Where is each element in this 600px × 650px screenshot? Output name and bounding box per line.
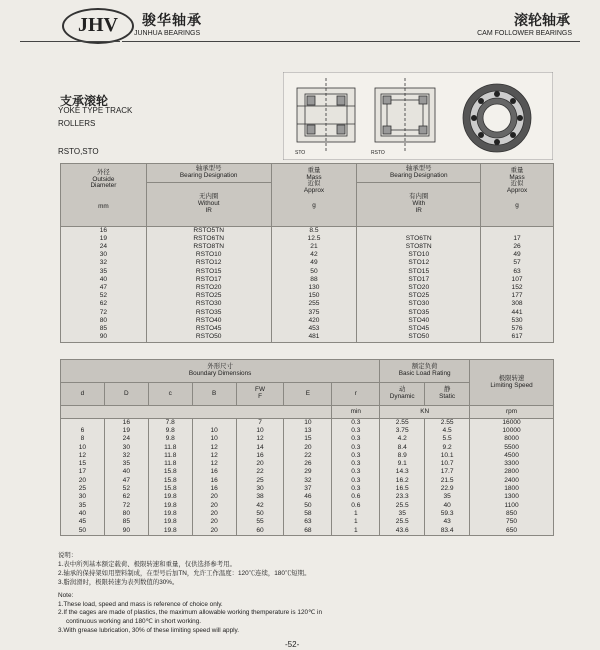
table-cell: 42 — [271, 252, 357, 260]
table-cell: 12 — [236, 436, 284, 444]
table-cell: 0.3 — [332, 485, 380, 493]
table-cell: 49 — [271, 260, 357, 268]
table-cell: 60 — [236, 527, 284, 536]
table-cell: 0.3 — [332, 460, 380, 468]
table-cell: 14 — [236, 444, 284, 452]
table-cell: 58 — [284, 510, 332, 518]
table-cell: 40 — [104, 469, 148, 477]
section-title-en-line2: ROLLERS — [58, 119, 96, 128]
table-cell: 13 — [284, 427, 332, 435]
table-cell: 16 — [192, 477, 236, 485]
table-cell: 4.5 — [425, 427, 470, 435]
col-outside-diameter: 外径 Outside Diameter mm — [61, 164, 147, 227]
table-row — [61, 284, 554, 292]
page-number: -52- — [285, 640, 300, 649]
table-cell: 0.3 — [332, 477, 380, 485]
table-cell: 8000 — [470, 436, 554, 444]
table-cell: 19.8 — [148, 519, 192, 527]
table-cell: 11.8 — [148, 444, 192, 452]
table-cell: 0.6 — [332, 494, 380, 502]
table-cell: 32 — [284, 477, 332, 485]
table-cell: 16 — [236, 452, 284, 460]
table-cell: 19 — [61, 235, 147, 243]
table-row — [61, 252, 554, 260]
table-cell: 45 — [61, 519, 105, 527]
unit-kn: KN — [380, 406, 470, 419]
table-cell: 22 — [236, 469, 284, 477]
col-designation-1: 轴承型号 Bearing Designation — [146, 164, 271, 183]
table-cell: STO15 — [357, 268, 481, 276]
table-cell: 15.8 — [148, 485, 192, 493]
table-cell: 1 — [332, 510, 380, 518]
table-cell: 0.3 — [332, 427, 380, 435]
table-cell: 9.2 — [425, 444, 470, 452]
notes-title-cn: 说明： — [58, 552, 78, 559]
table-cell: 59.3 — [425, 510, 470, 518]
table-row — [61, 309, 554, 317]
table-cell: 15.8 — [148, 469, 192, 477]
table-row — [61, 419, 554, 428]
table-cell: 17 — [61, 469, 105, 477]
table-cell: 85 — [104, 519, 148, 527]
table-cell: 0.3 — [332, 452, 380, 460]
table-cell: 650 — [470, 527, 554, 536]
dimensions-body — [61, 419, 554, 536]
table-cell: 16000 — [470, 419, 554, 428]
table-cell: 50 — [284, 502, 332, 510]
table-cell: 5500 — [470, 444, 554, 452]
table-row — [61, 444, 554, 452]
table-cell: 530 — [481, 317, 554, 325]
table-cell: RSTO12 — [146, 260, 271, 268]
table-cell: 20 — [236, 460, 284, 468]
table-cell: 63 — [481, 268, 554, 276]
table-cell: 0.3 — [332, 436, 380, 444]
bearing-drawing-svg — [283, 72, 553, 160]
table-row — [61, 325, 554, 333]
table-cell: 11.8 — [148, 460, 192, 468]
table-cell: 35 — [61, 268, 147, 276]
table-cell: 3300 — [470, 460, 554, 468]
table-row — [61, 527, 554, 536]
col-mass-2: 重量 Mass 近似 Approx g — [481, 164, 554, 227]
series-types: RSTO,STO — [58, 147, 99, 156]
table-cell: 453 — [271, 325, 357, 333]
table-cell: 72 — [104, 502, 148, 510]
table-cell: 50 — [271, 268, 357, 276]
table-cell: 62 — [61, 301, 147, 309]
note-en-3: 3.With grease lubrication, 30% of these limiting speed will apply. — [58, 627, 240, 635]
table-cell: 50 — [61, 527, 105, 536]
table-cell: 750 — [470, 519, 554, 527]
table-cell: 52 — [61, 293, 147, 301]
table-cell: 55 — [236, 519, 284, 527]
notes-title-en: Note: — [58, 591, 74, 599]
table-cell: STO6TN — [357, 235, 481, 243]
table-row — [61, 436, 554, 444]
table-cell — [481, 227, 554, 236]
note-cn-1: 1.表中所列基本额定载荷、极限转速和重量，仅供选择参考用。 — [58, 560, 236, 568]
table-cell: STO45 — [357, 325, 481, 333]
table-cell: 68 — [284, 527, 332, 536]
drawing-label-rsto: RSTO — [371, 150, 385, 156]
table-cell: 2.55 — [380, 419, 425, 428]
table-cell: STO30 — [357, 301, 481, 309]
table-cell: 8.5 — [271, 227, 357, 236]
note-en-1: 1.These load, speed and mass is reference of choice only. — [58, 600, 223, 608]
table-cell: 0.3 — [332, 469, 380, 477]
table-cell: 40 — [61, 276, 147, 284]
table-cell: STO10 — [357, 252, 481, 260]
table-cell: 12 — [61, 452, 105, 460]
table-cell: 52 — [104, 485, 148, 493]
col-limiting-speed: 极限转速 Limiting Speed — [470, 360, 554, 406]
table-cell: 8.4 — [380, 444, 425, 452]
page-header — [0, 0, 600, 44]
table-cell: 90 — [61, 333, 147, 342]
table-cell: 20 — [192, 494, 236, 502]
table-row — [61, 301, 554, 309]
table-cell: STO35 — [357, 309, 481, 317]
brand-logo: JHV — [62, 8, 134, 44]
table-cell: RSTO30 — [146, 301, 271, 309]
designation-header-row — [61, 164, 554, 183]
table-cell: 24 — [61, 243, 147, 251]
table-cell: 3.75 — [380, 427, 425, 435]
table-cell: 9.8 — [148, 436, 192, 444]
table-cell: STO40 — [357, 317, 481, 325]
col-designation-2: 轴承型号 Bearing Designation — [357, 164, 481, 183]
designation-body — [61, 227, 554, 343]
col-D: D — [104, 383, 148, 406]
col-with-ir: 有内圈 With IR — [357, 183, 481, 227]
table-cell: 10.1 — [425, 452, 470, 460]
table-cell: 50 — [236, 510, 284, 518]
table-cell: 20 — [192, 510, 236, 518]
table-cell: 85 — [61, 325, 147, 333]
table-cell: 2.55 — [425, 419, 470, 428]
table-cell: 20 — [284, 444, 332, 452]
dimensions-table — [60, 359, 554, 536]
bearing-drawing — [283, 72, 553, 160]
table-cell: 12 — [192, 444, 236, 452]
units-blank — [61, 406, 332, 419]
table-row — [61, 469, 554, 477]
table-cell: 25 — [61, 485, 105, 493]
table-cell: RSTO35 — [146, 309, 271, 317]
table-cell: RSTO17 — [146, 276, 271, 284]
table-cell: STO25 — [357, 293, 481, 301]
col-without-ir: 无内圈 Without IR — [146, 183, 271, 227]
table-cell: 10 — [236, 427, 284, 435]
table-cell: 30 — [104, 444, 148, 452]
table-cell: 47 — [104, 477, 148, 485]
table-cell: 24 — [104, 436, 148, 444]
table-cell: 90 — [104, 527, 148, 536]
table-cell: 14.3 — [380, 469, 425, 477]
col-c: c — [148, 383, 192, 406]
table-cell: 57 — [481, 260, 554, 268]
unit-rpm: rpm — [470, 406, 554, 419]
table-cell: 10 — [284, 419, 332, 428]
table-cell: 8 — [61, 436, 105, 444]
table-cell: 19.8 — [148, 494, 192, 502]
table-cell: 11.8 — [148, 452, 192, 460]
table-cell: 15 — [61, 460, 105, 468]
table-cell: 16.5 — [380, 485, 425, 493]
table-cell: 6 — [61, 427, 105, 435]
col-dynamic: 动 Dynamic — [380, 383, 425, 406]
table-row — [61, 276, 554, 284]
table-cell: 80 — [104, 510, 148, 518]
note-cn-3: 3.脂润滑时，极限转速为表列数值的30%。 — [58, 578, 179, 586]
table-row — [61, 243, 554, 251]
table-cell: 20 — [192, 502, 236, 510]
table-cell: 4.2 — [380, 436, 425, 444]
table-row — [61, 227, 554, 236]
table-cell: 12.5 — [271, 235, 357, 243]
table-cell: 5.5 — [425, 436, 470, 444]
table-cell: 9.8 — [148, 427, 192, 435]
col-boundary-dimensions: 外形尺寸 Boundary Dimensions — [61, 360, 380, 383]
table-cell: 12 — [192, 460, 236, 468]
note-en-2b: continuous working and 180℃ in short working. — [66, 618, 202, 626]
table-row — [61, 293, 554, 301]
table-cell: 10 — [192, 427, 236, 435]
table-cell: 2800 — [470, 469, 554, 477]
table-row — [61, 260, 554, 268]
table-cell: RSTO40 — [146, 317, 271, 325]
table-cell: 21.5 — [425, 477, 470, 485]
table-cell: 1 — [332, 519, 380, 527]
table-cell: 15.8 — [148, 477, 192, 485]
table-cell: 19 — [104, 427, 148, 435]
table-cell: 80 — [61, 317, 147, 325]
col-E: E — [284, 383, 332, 406]
table-cell: RSTO20 — [146, 284, 271, 292]
table-row — [61, 317, 554, 325]
table-cell: 20 — [192, 519, 236, 527]
table-cell: 16 — [104, 419, 148, 428]
table-cell: 20 — [192, 527, 236, 536]
table-cell: 35 — [61, 502, 105, 510]
table-cell: 88 — [271, 276, 357, 284]
unit-min: min — [332, 406, 380, 419]
col-static: 静 Static — [425, 383, 470, 406]
table-cell: 22 — [284, 452, 332, 460]
table-cell: 35 — [104, 460, 148, 468]
table-cell: 617 — [481, 333, 554, 342]
table-cell: 420 — [271, 317, 357, 325]
table-cell: 30 — [61, 252, 147, 260]
note-en-2: 2.If the cages are made of plastics, the maximum allowable working themperature is 120℃ in — [58, 609, 322, 617]
table-cell: 375 — [271, 309, 357, 317]
table-cell: 30 — [61, 494, 105, 502]
table-cell: 2400 — [470, 477, 554, 485]
table-cell: 30 — [236, 485, 284, 493]
category-title-en: CAM FOLLOWER BEARINGS — [477, 30, 572, 37]
table-cell: 21 — [271, 243, 357, 251]
table-cell: 107 — [481, 276, 554, 284]
col-d: d — [61, 383, 105, 406]
table-cell: 576 — [481, 325, 554, 333]
table-cell: RSTO6TN — [146, 235, 271, 243]
note-cn-2: 2.轴承的保持架如用塑料制成，在型号后加TN，允许工作温度：120℃连续，180℃短期。 — [58, 569, 311, 577]
table-cell: 35 — [425, 494, 470, 502]
table-cell — [192, 419, 236, 428]
table-cell: 130 — [271, 284, 357, 292]
table-cell: 62 — [104, 494, 148, 502]
table-cell: 35 — [380, 510, 425, 518]
table-cell: RSTO50 — [146, 333, 271, 342]
table-cell: 72 — [61, 309, 147, 317]
table-cell: 4500 — [470, 452, 554, 460]
table-cell: 46 — [284, 494, 332, 502]
table-cell: 177 — [481, 293, 554, 301]
table-cell: 481 — [271, 333, 357, 342]
designation-table — [60, 163, 554, 343]
table-cell: 29 — [284, 469, 332, 477]
table-cell: 38 — [236, 494, 284, 502]
table-cell: 150 — [271, 293, 357, 301]
table-cell: 10000 — [470, 427, 554, 435]
table-cell: 12 — [192, 452, 236, 460]
table-cell: 25 — [236, 477, 284, 485]
dimensions-header-row — [61, 360, 554, 383]
table-cell: 19.8 — [148, 527, 192, 536]
table-cell: 25.5 — [380, 502, 425, 510]
table-cell: 1100 — [470, 502, 554, 510]
table-cell: 10.7 — [425, 460, 470, 468]
section-title-en-line1: YOKE TYPE TRACK — [58, 106, 133, 115]
table-cell: 37 — [284, 485, 332, 493]
table-cell: 26 — [284, 460, 332, 468]
table-cell: 23.3 — [380, 494, 425, 502]
table-cell: 16.2 — [380, 477, 425, 485]
table-cell: 32 — [104, 452, 148, 460]
header-rule — [122, 41, 580, 42]
table-cell: STO20 — [357, 284, 481, 292]
table-cell: 7.8 — [148, 419, 192, 428]
table-cell: 19.8 — [148, 502, 192, 510]
table-cell: STO50 — [357, 333, 481, 342]
table-cell: 850 — [470, 510, 554, 518]
brand-name-cn: 骏华轴承 — [142, 12, 202, 28]
header-rule-left — [20, 41, 120, 42]
table-cell: 32 — [61, 260, 147, 268]
notes-section — [58, 552, 558, 636]
table-row — [61, 519, 554, 527]
col-r: r — [332, 383, 380, 406]
table-cell: 1 — [332, 527, 380, 536]
table-cell: 0.3 — [332, 419, 380, 428]
table-cell: 0.6 — [332, 502, 380, 510]
table-cell: 10 — [61, 444, 105, 452]
table-cell: 49 — [481, 252, 554, 260]
table-row — [61, 235, 554, 243]
table-cell: RSTO5TN — [146, 227, 271, 236]
table-cell: 1300 — [470, 494, 554, 502]
table-cell: 43 — [425, 519, 470, 527]
section-title-cn: 支承滚轮 — [60, 94, 109, 108]
table-cell: 63 — [284, 519, 332, 527]
table-cell: 9.1 — [380, 460, 425, 468]
table-cell: 47 — [61, 284, 147, 292]
table-cell: 17 — [481, 235, 554, 243]
table-cell: 22.9 — [425, 485, 470, 493]
table-cell: 1800 — [470, 485, 554, 493]
drawing-label-sto: STO — [295, 150, 306, 156]
table-cell: 40 — [61, 510, 105, 518]
table-cell: 19.8 — [148, 510, 192, 518]
table-cell: 255 — [271, 301, 357, 309]
table-row — [61, 268, 554, 276]
table-cell: STO17 — [357, 276, 481, 284]
table-cell: 26 — [481, 243, 554, 251]
table-cell: 40 — [425, 502, 470, 510]
table-cell: 16 — [61, 227, 147, 236]
col-fw: FW F — [236, 383, 284, 406]
table-cell: 16 — [192, 485, 236, 493]
table-cell: RSTO8TN — [146, 243, 271, 251]
col-mass-1: 重量 Mass 近似 Approx g — [271, 164, 357, 227]
table-cell: STO8TN — [357, 243, 481, 251]
table-cell — [357, 227, 481, 236]
table-cell — [61, 419, 105, 428]
table-cell: 16 — [192, 469, 236, 477]
table-cell: 20 — [61, 477, 105, 485]
table-cell: 83.4 — [425, 527, 470, 536]
table-cell: 15 — [284, 436, 332, 444]
category-title-cn: 滚轮轴承 — [514, 12, 570, 28]
table-cell: RSTO15 — [146, 268, 271, 276]
table-cell: 8.9 — [380, 452, 425, 460]
table-cell: STO12 — [357, 260, 481, 268]
table-row — [61, 494, 554, 502]
table-cell: RSTO45 — [146, 325, 271, 333]
table-cell: 42 — [236, 502, 284, 510]
col-B: B — [192, 383, 236, 406]
table-cell: RSTO10 — [146, 252, 271, 260]
table-cell: 43.6 — [380, 527, 425, 536]
table-cell: RSTO25 — [146, 293, 271, 301]
table-row — [61, 333, 554, 342]
table-cell: 308 — [481, 301, 554, 309]
table-cell: 17.7 — [425, 469, 470, 477]
table-cell: 7 — [236, 419, 284, 428]
table-cell: 152 — [481, 284, 554, 292]
table-cell: 0.3 — [332, 444, 380, 452]
table-cell: 25.5 — [380, 519, 425, 527]
table-cell: 10 — [192, 436, 236, 444]
table-cell: 441 — [481, 309, 554, 317]
brand-name-en: JUNHUA BEARINGS — [134, 30, 201, 37]
col-basic-load-rating: 额定负荷 Basic Load Rating — [380, 360, 470, 383]
dimensions-units-row — [61, 406, 554, 419]
